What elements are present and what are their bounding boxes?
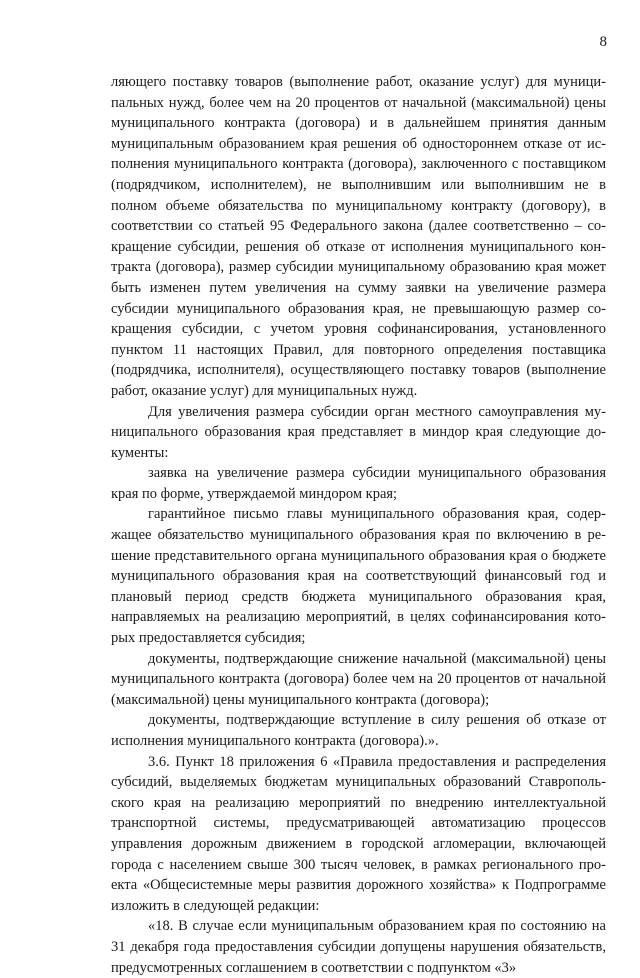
paragraph-documents-intro: Для увеличения размера субсидии орган местного самоуправления муниципального образования края представляет в миндор края следующие документы: bbox=[111, 403, 606, 461]
paragraph-section-3-6: 3.6. Пункт 18 приложения 6 «Правила предоставления и распределения субсидий, выделяемых бюджетам муниципальных образований Ставропольского края на реализацию мероприятий по внедрению интеллектуальной транспортной системы, предусматривающей автоматизацию процессов управления дорожным движением в городской агломерации, включающей города с населением свыше 300 тысяч человек, в рамках регионального проекта «Общесистемные меры развития дорожного хозяйства» к Подпрограмме изложить в следующей редакции: bbox=[111, 753, 606, 914]
paragraph-list-item-price-reduction: документы, подтверждающие снижение начальной (максимальной) цены муниципального контракта (договора) более чем на 20 процентов от начальной (максимальной) цены муниципального контракта (договора); bbox=[111, 650, 606, 708]
document-body bbox=[111, 72, 606, 978]
paragraph-list-item-guarantee-letter: гарантийное письмо главы муниципального образования края, содержащее обязательство муниципального образования края по включению в решение представительного органа муниципального образования края о бюджете муниципального образования края на соответствующий финансовый год и плановый период средств бюджета муниципального образования края, направляемых на реализацию мероприятий, в целях софинансирования которых предоставляется субсидия; bbox=[111, 506, 606, 647]
paragraph-list-item-refusal-decision: документы, подтверждающие вступление в силу решения об отказе от исполнения муниципального контракта (договора).». bbox=[111, 712, 606, 749]
paragraph-list-item-application: заявка на увеличение размера субсидии муниципального образования края по форме, утверждаемой миндором края; bbox=[111, 465, 606, 502]
page-number: 8 bbox=[599, 34, 607, 50]
paragraph-clause-18: «18. В случае если муниципальным образованием края по состоянию на 31 декабря года предоставления субсидии допущены нарушения обязательств, предусмотренных соглашением в соответствии с подпунктом «3» bbox=[111, 918, 606, 976]
paragraph-continuation: ляющего поставку товаров (выполнение работ, оказание услуг) для муниципальных нужд, более чем на 20 процентов от начальной (максимальной) цены муниципального контракта (договора) и в дальнейшем принятия данным муниципальным образованием края решения об одностороннем отказе от исполнения муниципального контракта (договора), заключенного с поставщиком (подрядчиком, исполнителем), не выполнившим или выполнившим не в полном объеме обязательства по муниципальному контракту (договору), в соответствии со статьей 95 Федерального закона (далее соответственно – сокращение субсидии, решения об отказе от исполнения муниципального контракта (договора), размер субсидии муниципальному образованию края может быть изменен путем увеличения на сумму заявки на увеличение размера субсидии муниципального образования края, не превышающую размер сокращения субсидии, с учетом уровня софинансирования, установленного пунктом 11 настоящих Правил, для повторного определения поставщика (подрядчика, исполнителя), осуществляющего поставку товаров (выполнение работ, оказание услуг) для муниципальных нужд. bbox=[111, 74, 606, 399]
